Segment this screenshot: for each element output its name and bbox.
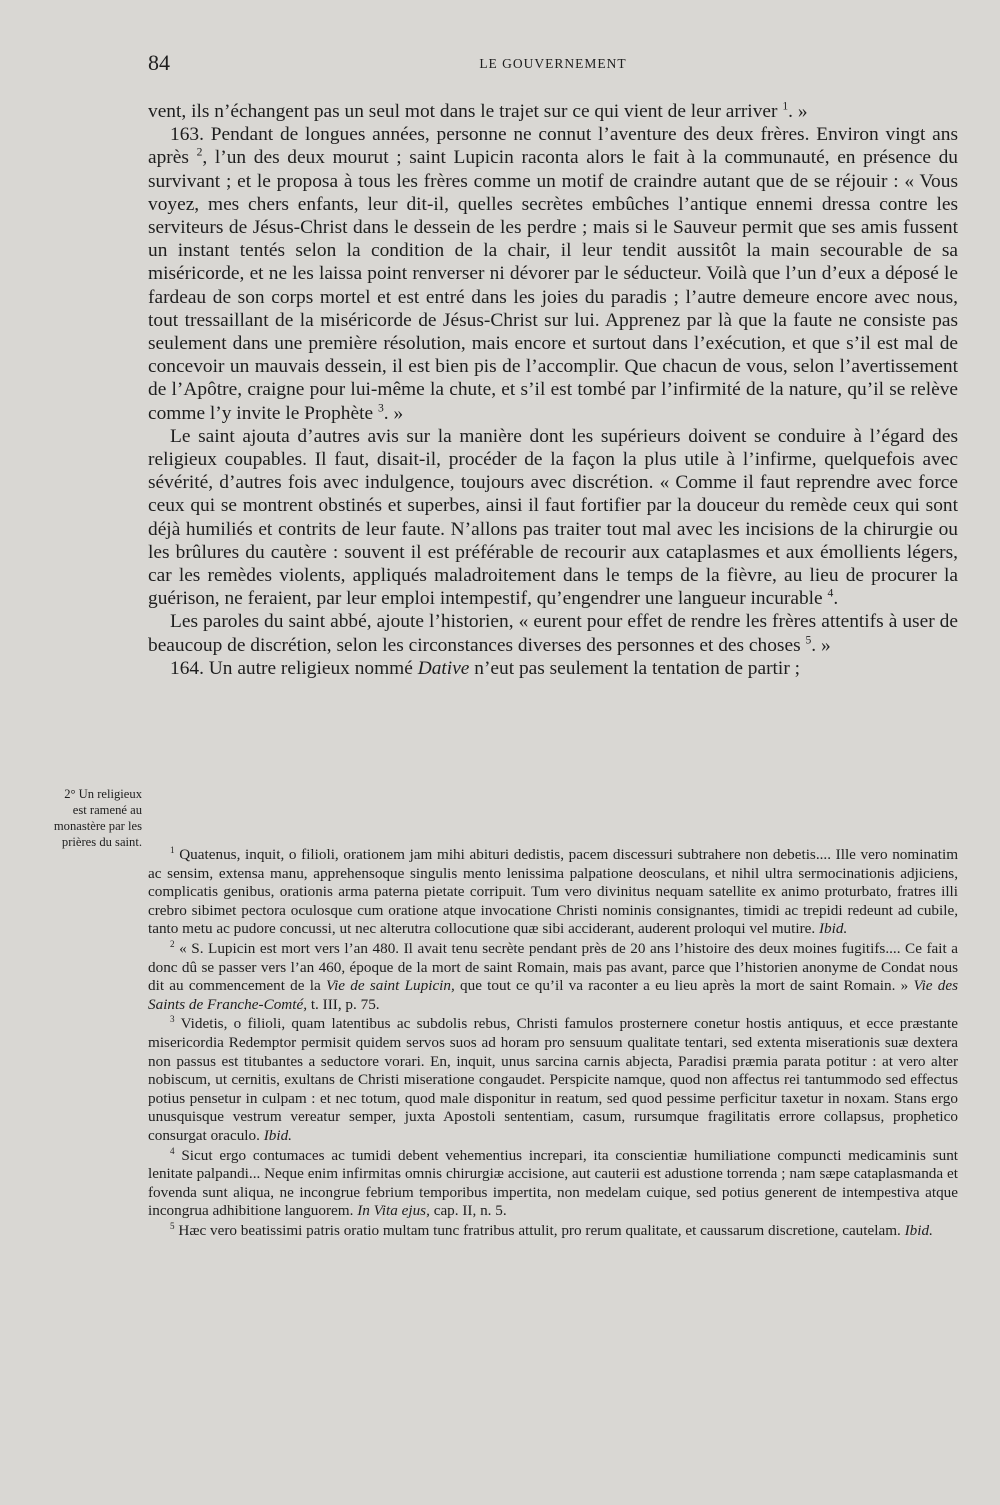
paragraph-historian: Les paroles du saint abbé, ajoute l’historien, « eurent pour effet de rendre les frères attentifs à user de beaucoup de discrétion, selon les circonstances diverses des personnes et des choses $^5$. »	[148, 611, 958, 656]
paragraph-164: 164. Un autre religieux nommé Dative n’eut pas seulement la tentation de partir ;	[170, 657, 801, 679]
footnotes	[148, 846, 958, 1241]
running-head: LE GOUVERNEMENT	[479, 56, 627, 71]
paragraph-163: 163. Pendant de longues années, personne ne connut l’aventure des deux frères. Environ vingt ans après $^2$, l’un des deux mourut ; saint Lupicin raconta alors le fait à la communauté, en présence du survivant ; et le proposa à tous les frères comme un motif de craindre autant que de se réjouir : « Vous voyez, mes chers enfants, leur dit-il, quelles secrètes embûches l’antique ennemi dressa contre les serviteurs de Jésus-Christ dans le dessein de les perdre ; mais si le Sauveur permit que ses amis fussent un instant tentés selon la condition de la chair, il leur tendit aussitôt la main secourable de sa miséricorde, et ne les laissa point renverser ni dévorer par le séducteur. Voilà que l’un d’eux a déposé le fardeau de son corps mortel et est entré dans les joies du paradis ; l’autre demeure encore avec nous, tout tressaillant de la miséricorde de Jésus-Christ sur lui. Apprenez par là que la faute ne consiste pas seulement dans une première résolution, mais encore et surtout dans l’exécution, et que s’il est mal de concevoir un mauvais dessein, il est bien pis de l’accomplir. Que chacun de vous, selon l’avertissement de l’Apôtre, craigne pour lui-même la chute, et s’il est tombé par l’infirmité de la nature, qu’il se relève comme l’y invite le Prophète $^3$. »	[148, 124, 958, 424]
footnote-3: $^3$ Videtis, o filioli, quam latentibus ac subdolis rebus, Christi famulos prosternere conetur hostis antiquus, et ecce præstante misericordia Redemptor permisit quidem servos suos ad horam pro sensuum qualitate tentari, sed extenta miserationis suæ dextera non passus est titubantes a seductore vorari. En, inquit, unus sarcina carnis abjecta, Paradisi præmia parata potitur : at vero alter nobiscum, ut cernitis, exultans de Christi miseratione congaudet. Perspicite namque, quod non affectus rei tantummodo sed effectus potius pensetur in culpam : et nec totum, quod male disponitur in reatum, sed quod pessime perficitur taxetur in noxam. Stans ergo unusquisque vestrum vereatur semper, juxta Apostoli sententiam, casum, rursumque fragilitatis errore collapsus, prophetico consurgat oraculo. Ibid.	[148, 1014, 959, 1144]
paragraph-continuation: vent, ils n’échangent pas un seul mot dans le trajet sur ce qui vient de leur arriver $^1$. »	[148, 99, 808, 122]
paragraph-advice: Le saint ajouta d’autres avis sur la manière dont les supérieurs doivent se conduire à l’égard des religieux coupables. Il faut, disait-il, procéder de la façon la plus utile à l’infirme, quelquefois avec sévérité, d’autres fois avec indulgence, toujours avec discrétion. « Comme il faut reprendre avec force ceux qui se montrent obstinés et superbes, ainsi il faut fortifier par la douceur du remède ceux qui sont déjà humiliés et contrits de leur faute. N’allons pas traiter tout mal avec les incisions de la chirurgie ou les brûlures du cautère : souvent il est préférable de recourir aux cataplasmes et aux émollients légers, car les remèdes violents, appliqués maladroitement dans le temps de la fièvre, au lieu de procurer la guérison, ne feraient, par leur emploi intempestif, qu’engendrer une langueur incurable $^4$.	[148, 425, 958, 610]
page-header	[148, 50, 958, 82]
footnote-4: $^4$ Sicut ergo contumaces ac tumidi debent vehementius increpari, ita conscientiæ humiliatione compuncti medicaminis sunt lenitate palpandi... Neque enim infirmitas omnis chirurgiæ accisione, aut cauterii est adustione torrenda ; nam sæpe cataplasmanda et fovenda sunt aliqua, ne incongrue febrium temporibus impertita, non medelam cuique, sed potius generent de intempestiva atque incongrua adhibitione languorem. In Vita ejus, cap. II, n. 5.	[148, 1145, 959, 1220]
footnote-ref: 1	[782, 99, 789, 113]
main-text	[148, 100, 958, 680]
footnote-5: $^5$ Hæc vero beatissimi patris oratio multam tunc fratribus attulit, pro rerum qualitate, et caussarum discretione, cautelam. Ibid.	[170, 1220, 933, 1239]
footnote-ref: 5	[805, 633, 812, 647]
footnote-ref: 4	[827, 586, 834, 600]
page-number: 84	[148, 50, 170, 75]
name-dative: Dative	[417, 657, 470, 679]
footnote-ref: 2	[196, 145, 203, 159]
footnote-1: $^1$ Quatenus, inquit, o filioli, orationem jam mihi abituri dedistis, pacem discessuri subtrahere non debetis.... Ille vero nominatim ac sensim, extensa manu, apprehensoque singulis mento lenissima palpatione deosculans, et nihil ultra sermocinationis adjiciens, complicatis genibus, orationis arma paterna pietate corripuit. Tum vero divinitus nequam satellite ex animo proturbato, fratres illi crebro sibimet pectora oculosque cum oratione atque invocatione Christi nominis consignantes, timidi ac trepidi redeunt ad cubile, tanto metu ac pudore concussi, ut nec alterutra collocutione quæ sibi acciderant, auderent proloqui vel mutire. Ibid.	[148, 844, 959, 938]
footnote-ref: 3	[377, 401, 384, 415]
footnote-2: $^2$ « S. Lupicin est mort vers l’an 480. Il avait tenu secrète pendant près de 20 ans l’histoire des deux moines fugitifs.... Ce fait a donc dû se passer vers l’an 460, époque de la mort de saint Romain, mais pas avant, parce que l’historien anonyme de Condat nous dit au commencement de la Vie de saint Lupicin, que tout ce qu’il va raconter a eu lieu après la mort de saint Romain. » Vie des Saints de Franche-Comté, t. III, p. 75.	[148, 938, 959, 1013]
marginal-note: 2° Un religieux est ramené au monastère par les prières du saint.	[53, 787, 142, 849]
